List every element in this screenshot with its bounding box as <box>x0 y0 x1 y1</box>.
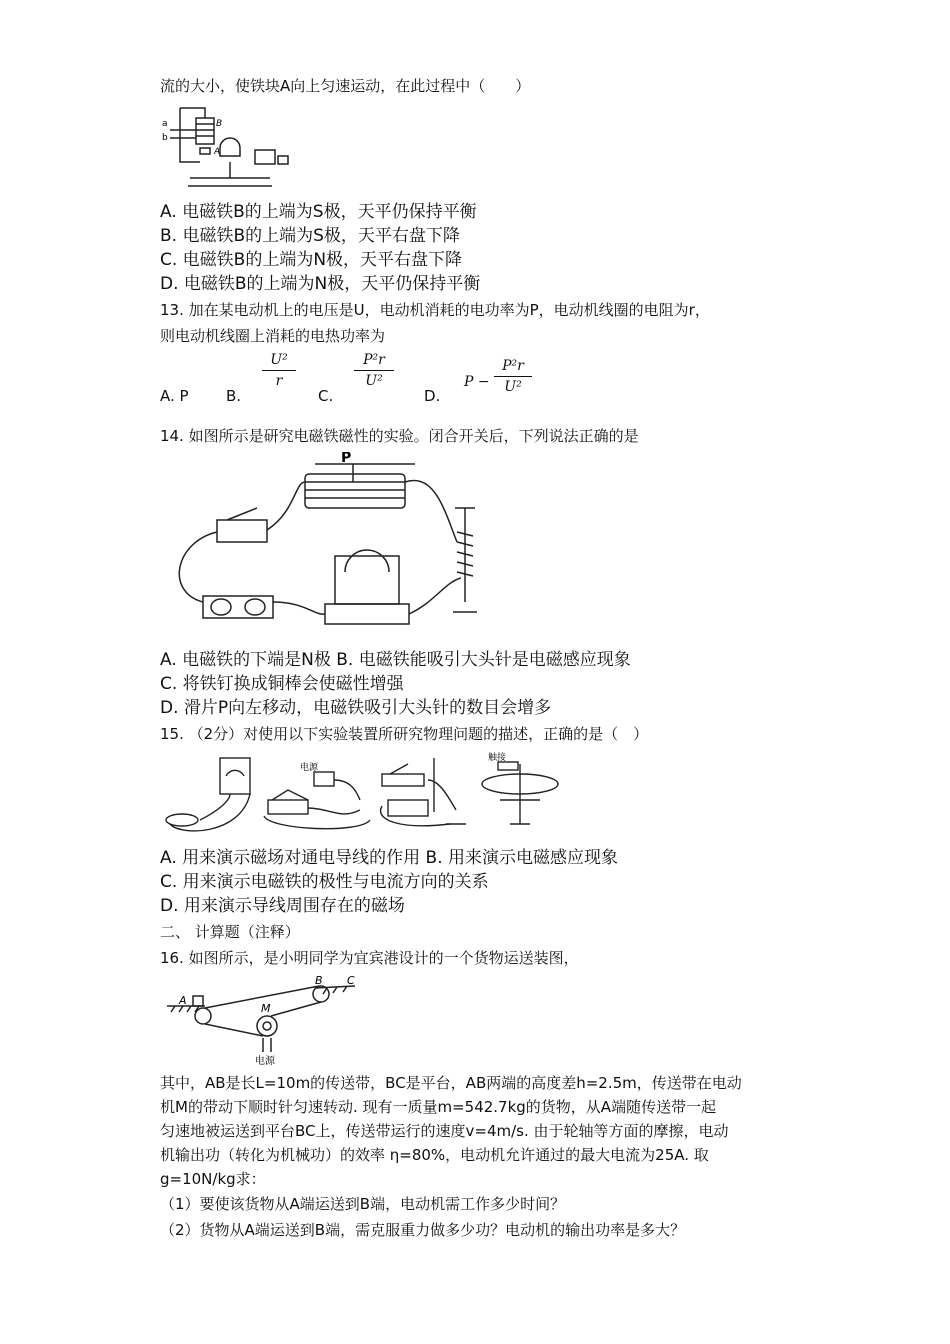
q12-option-c: C. 电磁铁B的上端为N极，天平右盘下降 <box>160 250 463 270</box>
q16-body-line5: g=10N/kg求： <box>160 1170 266 1188</box>
q13-option-c: C. <box>318 387 334 405</box>
q16-stem: 16. 如图所示，是小明同学为宜宾港设计的一个货物运送装图， <box>160 949 579 967</box>
q13-option-d: D. <box>424 387 441 405</box>
q12-label-a: a <box>162 119 168 129</box>
q16-label-a: A <box>179 994 187 1007</box>
q14-label-p: P <box>341 452 352 466</box>
q12-label-A: A <box>214 147 221 157</box>
q12-label-b: b <box>162 133 168 143</box>
q13-option-d-prefix: P − <box>464 374 490 390</box>
q16-label-power: 电源 <box>255 1056 275 1066</box>
q14-stem: 14. 如图所示是研究电磁铁磁性的实验。闭合开关后，下列说法正确的是 <box>160 427 639 445</box>
q13-fraction-b-denominator: r <box>275 373 283 389</box>
q13-fraction-c-denominator: U² <box>365 373 383 389</box>
q16-label-c: C <box>347 974 355 987</box>
q16-subquestion-1: （1）要使该货物从A端运送到B端，电动机需工作多少时间？ <box>160 1195 566 1213</box>
q13-fraction-c-numerator: P²r <box>363 352 385 368</box>
q16-label-b: B <box>315 974 323 987</box>
q15-stem: 15. （2分）对使用以下实验装置所研究物理问题的描述，正确的是（ ） <box>160 725 649 743</box>
q12-label-B: B <box>216 119 223 129</box>
q13-option-a: A. P <box>160 387 189 405</box>
q13-fraction-b-numerator: U² <box>270 352 288 368</box>
q13-fraction-c <box>354 352 394 389</box>
q13-fraction-b <box>262 352 296 389</box>
q15-label-touch: 触接 <box>488 753 507 763</box>
q12-figure <box>160 100 300 190</box>
q14-option-c: C. 将铁钉换成铜棒会使磁性增强 <box>160 674 404 694</box>
q16-body-line2: 机M的带动下顺时针匀速转动. 现有一质量m=542.7kg的货物，从A端随传送带一起 <box>160 1098 717 1116</box>
q15-option-c: C. 用来演示电磁铁的极性与电流方向的关系 <box>160 872 489 892</box>
q15-figure <box>160 750 560 840</box>
q13-stem-line2: 则电动机线圈上消耗的电热功率为 <box>160 327 386 345</box>
q13-fraction-d-numerator: P²r <box>502 358 524 374</box>
q15-option-d: D. 用来演示导线周围存在的磁场 <box>160 896 405 916</box>
q14-option-ab: A. 电磁铁的下端是N极 B. 电磁铁能吸引大头针是电磁感应现象 <box>160 650 631 670</box>
q13-option-b: B. <box>226 387 242 405</box>
q16-body-line3: 匀速地被运送到平台BC上，传送带运行的速度v=4m/s. 由于轮轴等方面的摩擦，电动 <box>160 1122 729 1140</box>
q14-option-d: D. 滑片P向左移动，电磁铁吸引大头针的数目会增多 <box>160 698 552 718</box>
q16-body-line4: 机输出功（转化为机械功）的效率 η=80%，电动机允许通过的最大电流为25A. 取 <box>160 1146 709 1164</box>
q16-body-line1: 其中，AB是长L=10m的传送带，BC是平台，AB两端的高度差h=2.5m，传送带在电动 <box>160 1074 742 1092</box>
q16-subquestion-2: （2）货物从A端运送到B端，需克服重力做多少功？电动机的输出功率是多大？ <box>160 1221 686 1239</box>
q14-figure <box>165 452 525 642</box>
q13-fraction-d-denominator: U² <box>504 379 522 395</box>
q13-fraction-d <box>494 358 532 395</box>
q12-option-d: D. 电磁铁B的上端为N极，天平仍保持平衡 <box>160 274 481 294</box>
q12-option-b: B. 电磁铁B的上端为S极，天平右盘下降 <box>160 226 460 246</box>
section-heading: 二、 计算题（注释） <box>160 923 300 941</box>
q15-label-power: 电源 <box>300 763 319 773</box>
q16-figure <box>165 974 365 1066</box>
q12-option-a: A. 电磁铁B的上端为S极，天平仍保持平衡 <box>160 202 477 222</box>
q13-stem-line1: 13. 加在某电动机上的电压是U，电动机消耗的电功率为P，电动机线圈的电阻为r， <box>160 301 710 319</box>
q12-intro: 流的大小，使铁块A向上匀速运动，在此过程中（ ） <box>160 77 531 95</box>
q15-option-ab: A. 用来演示磁场对通电导线的作用 B. 用来演示电磁感应现象 <box>160 848 619 868</box>
q16-label-m: M <box>261 1002 271 1015</box>
